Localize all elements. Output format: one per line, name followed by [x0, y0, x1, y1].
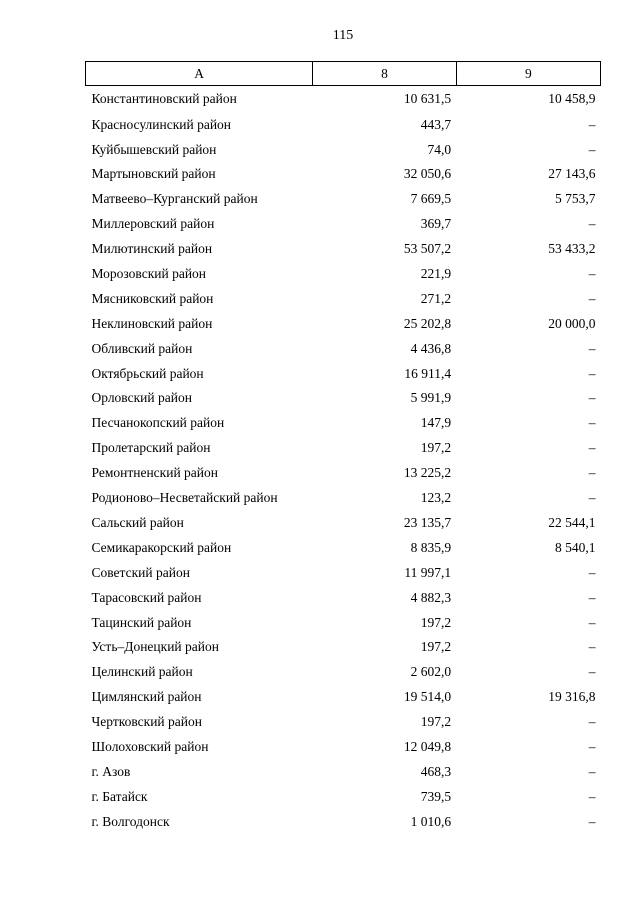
- value-col-8-cell: 4 882,3: [410, 589, 452, 605]
- value-col-9-cell: –: [588, 763, 596, 779]
- value-col-8-cell: 197,2: [420, 614, 452, 630]
- table-row: [86, 361, 601, 386]
- value-col-9-cell: 22 544,1: [548, 514, 596, 530]
- value-col-8-cell: 271,2: [420, 290, 452, 306]
- district-name-cell: Куйбышевский район: [91, 141, 217, 157]
- district-name-cell: Целинский район: [91, 664, 193, 680]
- value-col-9-cell: 10 458,9: [548, 91, 596, 107]
- table-row: [86, 660, 601, 685]
- district-name-cell: Морозовский район: [91, 266, 207, 282]
- value-col-9-cell: –: [588, 340, 596, 356]
- value-col-8-cell: 369,7: [420, 216, 452, 232]
- table-row: [86, 311, 601, 336]
- value-col-9-cell: –: [588, 390, 596, 406]
- value-col-9-cell: –: [588, 813, 596, 829]
- district-name-cell: Милютинский район: [91, 241, 213, 257]
- table-row: [86, 336, 601, 361]
- value-col-9-cell: –: [588, 564, 596, 580]
- value-col-8-cell: 7 669,5: [410, 191, 452, 207]
- district-name-cell: Семикаракорский район: [91, 539, 232, 555]
- value-col-8-cell: 11 997,1: [404, 564, 452, 580]
- district-name-cell: Ремонтненский район: [91, 465, 218, 481]
- table-row: [86, 535, 601, 560]
- value-col-8-cell: 739,5: [420, 788, 452, 804]
- value-col-8-cell: 23 135,7: [403, 514, 452, 530]
- table-row: [86, 684, 601, 709]
- value-col-9-cell: –: [588, 664, 596, 680]
- district-name-cell: Мясниковский район: [91, 290, 214, 306]
- table-row: [86, 635, 601, 660]
- value-col-8-cell: 468,3: [420, 763, 452, 779]
- value-col-8-cell: 32 050,6: [403, 166, 452, 182]
- district-name-cell: Чертковский район: [91, 714, 202, 730]
- district-name-cell: Цимлянский район: [91, 689, 202, 705]
- table-row: [86, 709, 601, 734]
- table-row: [86, 510, 601, 535]
- value-col-8-cell: 197,2: [420, 714, 452, 730]
- district-name-cell: Обливский район: [91, 340, 193, 356]
- table-row: [86, 460, 601, 485]
- value-col-8-cell: 197,2: [420, 639, 452, 655]
- column-header-8: 8: [313, 62, 456, 86]
- table-row: [86, 86, 601, 113]
- district-name-cell: Тарасовский район: [91, 589, 202, 605]
- district-name-cell: Сальский район: [91, 514, 184, 530]
- district-name-cell: Родионово–Несветайский район: [91, 490, 278, 506]
- district-name-cell: Тацинский район: [91, 614, 192, 630]
- value-col-8-cell: 19 514,0: [403, 689, 452, 705]
- column-header-9: 9: [456, 62, 600, 86]
- value-col-9-cell: 8 540,1: [555, 539, 596, 555]
- value-col-9-cell: –: [588, 714, 596, 730]
- table-row: [86, 759, 601, 784]
- value-col-8-cell: 443,7: [420, 116, 452, 132]
- table-row: [86, 784, 601, 809]
- budget-table: [85, 61, 601, 834]
- value-col-8-cell: 197,2: [420, 440, 452, 456]
- value-col-9-cell: –: [588, 738, 596, 754]
- table-row: [86, 411, 601, 436]
- value-col-8-cell: 4 436,8: [410, 340, 452, 356]
- value-col-9-cell: –: [588, 290, 596, 306]
- value-col-8-cell: 12 049,8: [403, 738, 452, 754]
- value-col-8-cell: 74,0: [427, 141, 452, 157]
- page-number: 115: [332, 28, 354, 43]
- value-col-8-cell: 8 835,9: [410, 539, 452, 555]
- district-name-cell: Песчанокопский район: [91, 415, 225, 431]
- value-col-9-cell: –: [588, 614, 596, 630]
- district-name-cell: Усть–Донецкий район: [91, 639, 219, 655]
- table-row: [86, 485, 601, 510]
- district-name-cell: Константиновский район: [91, 91, 237, 107]
- district-name-cell: Миллеровский район: [91, 216, 215, 232]
- value-col-9-cell: –: [588, 216, 596, 232]
- district-name-cell: Октябрьский район: [91, 365, 204, 381]
- district-name-cell: Матвеево–Курганский район: [91, 191, 258, 207]
- value-col-9-cell: –: [588, 365, 596, 381]
- value-col-8-cell: 13 225,2: [403, 465, 452, 481]
- value-col-8-cell: 123,2: [420, 490, 452, 506]
- table-row: [86, 137, 601, 162]
- value-col-8-cell: 25 202,8: [403, 315, 452, 331]
- table-row: [86, 286, 601, 311]
- value-col-8-cell: 1 010,6: [410, 813, 452, 829]
- table-row: [86, 436, 601, 461]
- district-name-cell: г. Волгодонск: [91, 813, 170, 829]
- value-col-9-cell: 20 000,0: [548, 315, 596, 331]
- value-col-9-cell: –: [588, 415, 596, 431]
- value-col-9-cell: –: [588, 141, 596, 157]
- table-row: [86, 212, 601, 237]
- table-row: [86, 809, 601, 834]
- value-col-8-cell: 5 991,9: [410, 390, 452, 406]
- value-col-9-cell: –: [588, 788, 596, 804]
- table-row: [86, 236, 601, 261]
- district-name-cell: Орловский район: [91, 390, 192, 406]
- value-col-9-cell: 53 433,2: [548, 241, 596, 257]
- table-body: [86, 86, 601, 834]
- value-col-9-cell: –: [588, 490, 596, 506]
- value-col-8-cell: 221,9: [420, 266, 452, 282]
- table-header-row: [86, 62, 601, 86]
- value-col-9-cell: –: [588, 465, 596, 481]
- value-col-8-cell: 53 507,2: [403, 241, 452, 257]
- value-col-9-cell: –: [588, 639, 596, 655]
- table-row: [86, 386, 601, 411]
- value-col-9-cell: –: [588, 589, 596, 605]
- value-col-9-cell: –: [588, 116, 596, 132]
- value-col-8-cell: 16 911,4: [404, 365, 452, 381]
- value-col-8-cell: 2 602,0: [410, 664, 452, 680]
- table-row: [86, 112, 601, 137]
- table-row: [86, 585, 601, 610]
- district-name-cell: Пролетарский район: [91, 440, 211, 456]
- district-name-cell: Советский район: [91, 564, 190, 580]
- district-name-cell: Шолоховский район: [91, 738, 209, 754]
- table-row: [86, 560, 601, 585]
- district-name-cell: Мартыновский район: [91, 166, 216, 182]
- value-col-9-cell: 27 143,6: [548, 166, 596, 182]
- district-name-cell: Неклиновский район: [91, 315, 213, 331]
- value-col-9-cell: –: [588, 266, 596, 282]
- value-col-8-cell: 147,9: [420, 415, 452, 431]
- column-header-a: А: [86, 62, 313, 86]
- value-col-9-cell: –: [588, 440, 596, 456]
- district-name-cell: Красносулинский район: [91, 116, 232, 132]
- value-col-8-cell: 10 631,5: [403, 91, 452, 107]
- table-row: [86, 261, 601, 286]
- value-col-9-cell: 5 753,7: [555, 191, 596, 207]
- table-row: [86, 187, 601, 212]
- value-col-9-cell: 19 316,8: [548, 689, 596, 705]
- table-row: [86, 162, 601, 187]
- district-name-cell: г. Батайск: [91, 788, 148, 804]
- district-name-cell: г. Азов: [91, 763, 131, 779]
- table-row: [86, 734, 601, 759]
- table-row: [86, 610, 601, 635]
